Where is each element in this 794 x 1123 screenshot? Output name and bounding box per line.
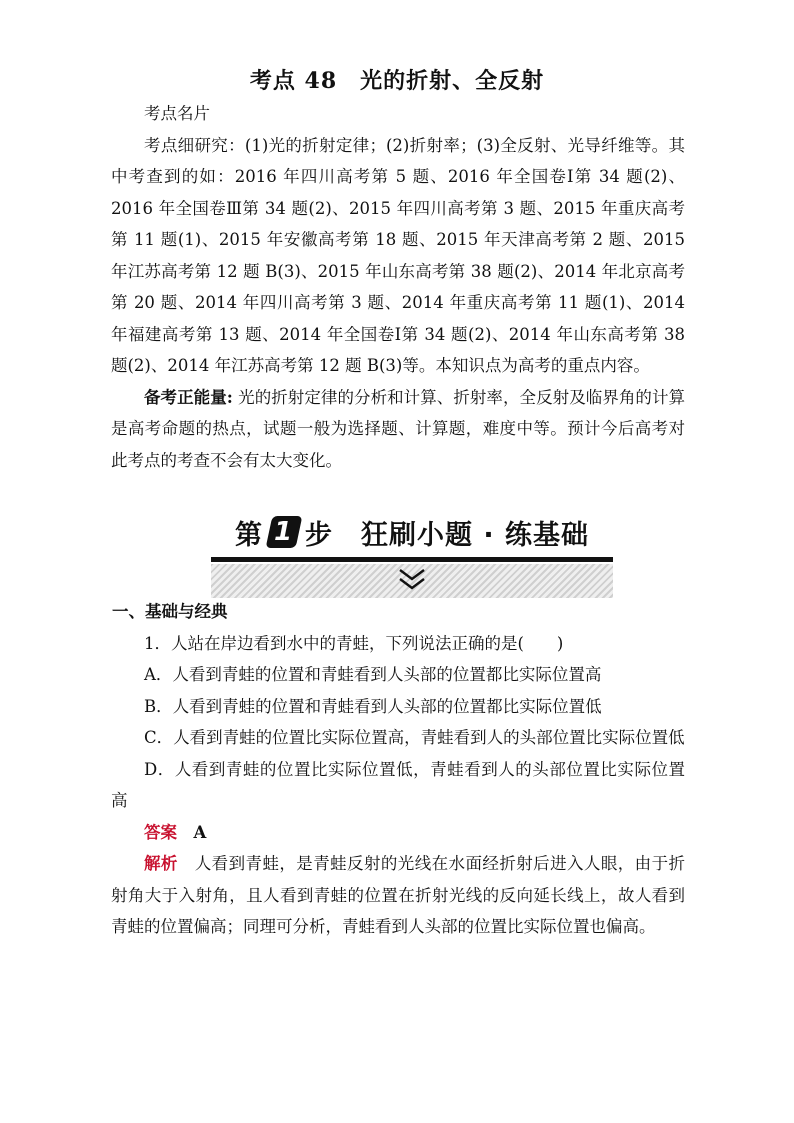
double-chevron-down-icon [397,567,427,593]
section-heading: 一、基础与经典 [112,602,228,621]
banner-prefix: 第 [234,519,263,551]
intro-heading: 考点名片 [144,104,210,123]
question-block [111,596,685,943]
energy-text: 光的折射定律的分析和计算、折射率，全反射及临界角的计算是高考命题的热点，试题一般为选择题、计算题，难度中等。预计今后高考对此考点的考查不会有太大变化。 [111,387,686,470]
banner-suffix: 步 狂刷小题 · 练基础 [304,519,590,551]
banner-text [211,509,613,555]
analysis-paragraph [111,848,685,943]
analysis-label: 解析 [144,854,178,873]
step-number-badge [266,516,303,548]
answer-label: 答案 [144,822,177,842]
page-title: 考点 48 光的折射、全反射 [249,68,545,94]
detail-label: 考点细研究： [144,135,245,155]
option-b: B．人看到青蛙的位置和青蛙看到人头部的位置都比实际位置低 [144,696,602,716]
intro-energy [111,382,685,477]
option-c: C．人看到青蛙的位置比实际位置高，青蛙看到人的头部位置比实际位置低 [144,728,685,747]
detail-text: (1)光的折射定律；(2)折射率；(3)全反射、光导纤维等。其中考查到的如：2016 年四川高考第 5 题、2016 年全国卷Ⅰ第 34 题(2)、2016 年全国卷Ⅲ第 34 题(2)、2015 年四川高考第 3 题、2015 年重庆高考第 11 题(1)、2015 年安徽高考第 18 题、2015 年天津高考第 2 题、2015 年江苏高考第 12 题 B(3)、2015 年山东高考第 38 题(2)、2014 年北京高考第 20 题、2014 年四川高考第 3 题、2014 年重庆高考第 11 题(1)、2014 年福建高考第 13 题、2014 年全国卷Ⅰ第 34 题(2)、2014 年山东高考第 38 题(2)、2014 年江苏高考第 12 题 B(3)等。本知识点为高考的重点内容。 [111,135,685,375]
option-a: A．人看到青蛙的位置和青蛙看到人头部的位置都比实际位置高 [144,665,602,684]
option-d: D．人看到青蛙的位置比实际位置低，青蛙看到人的头部位置比实际位置高 [111,759,685,810]
intro-block [111,98,685,476]
step-number: 1 [274,517,294,547]
step-banner [211,509,613,589]
answer-value: A [193,822,207,842]
energy-label: 备考正能量: [144,387,233,407]
banner-divider [211,557,613,562]
analysis-text: 人看到青蛙，是青蛙反射的光线在水面经折射后进入人眼，由于折射角大于入射角，且人看到青蛙的位置在折射光线的反向延长线上，故人看到青蛙的位置偏高；同理可分析，青蛙看到人头部的位置比实际位置也偏高。 [111,854,686,936]
answer-line [111,817,685,849]
intro-detail [111,130,685,382]
question-stem: 1．人站在岸边看到水中的青蛙，下列说法正确的是( ) [144,633,564,653]
